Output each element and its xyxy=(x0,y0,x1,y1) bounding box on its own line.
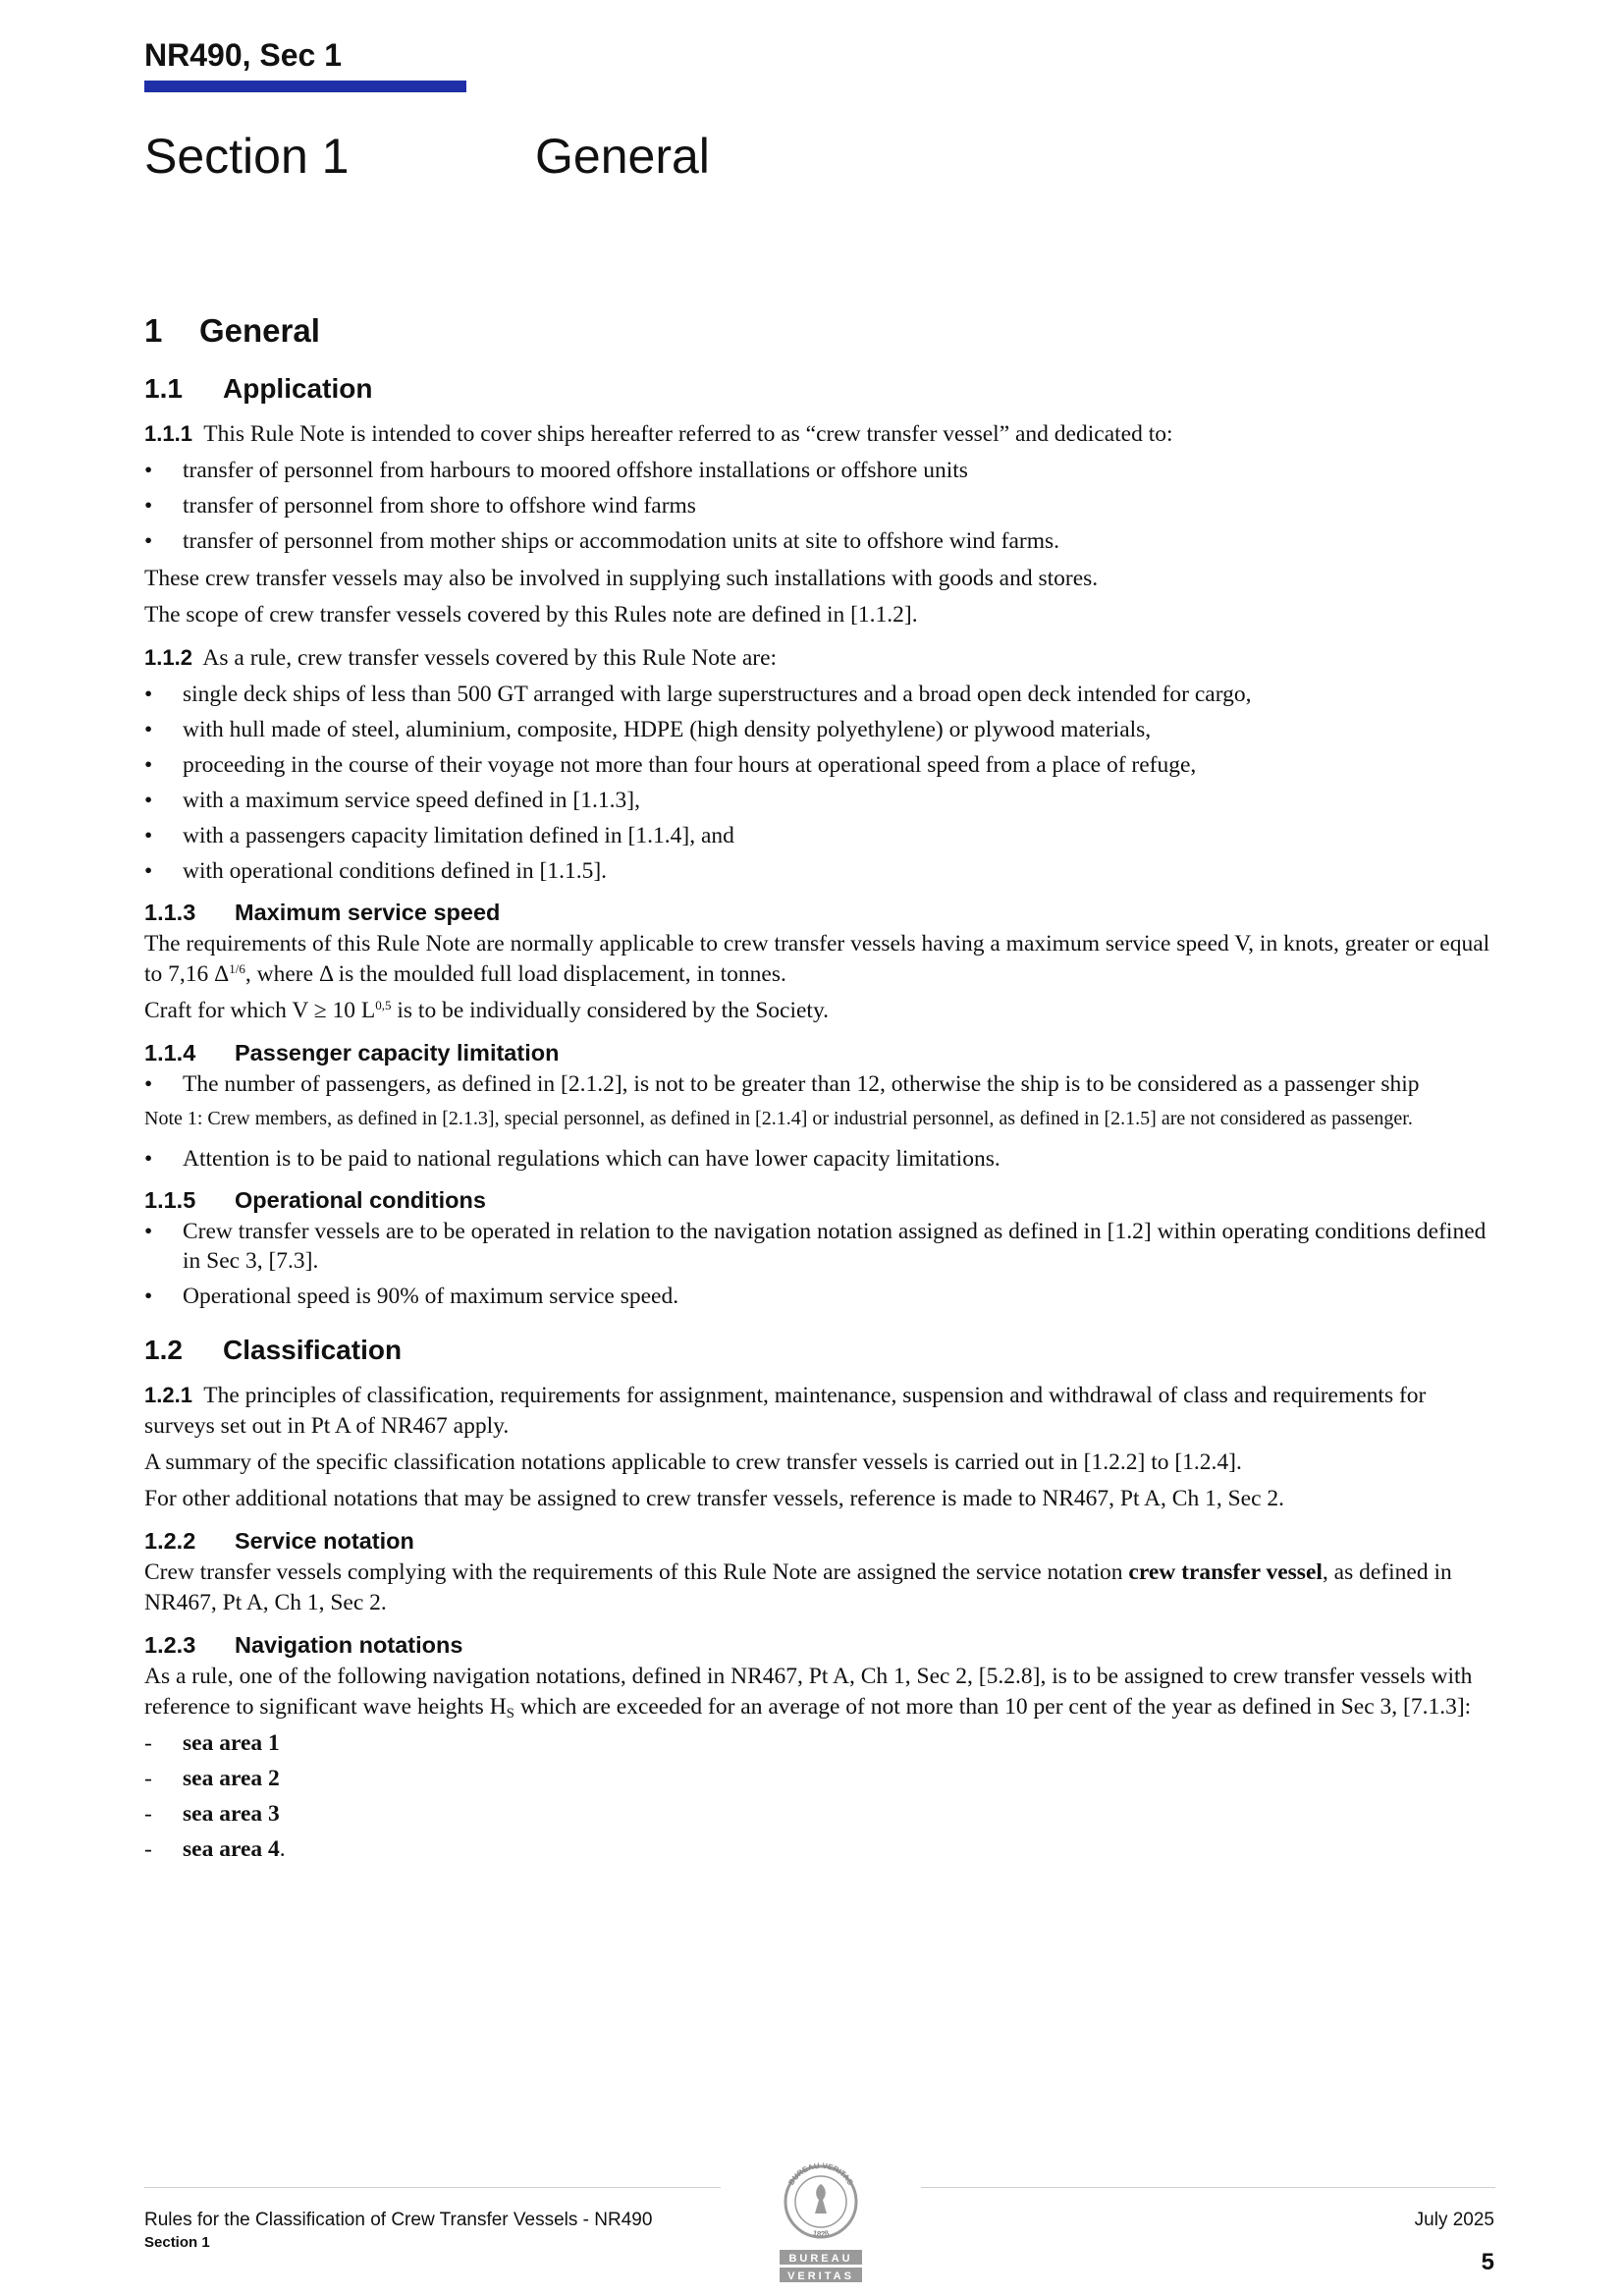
footer-rule-left xyxy=(144,2187,721,2188)
article-number: 1.1.1 xyxy=(144,421,192,446)
paragraph: The requirements of this Rule Note are normally applicable to crew transfer vessels having a maximum service speed V, in knots, greater or equal to 7,16 $\Delta^{1/6}$, where Δ is the moulded full load displacement, in tonnes. xyxy=(144,931,1490,987)
list-item: • proceeding in the course of their voyage not more than four hours at operational speed from a place of refuge, xyxy=(144,752,1197,778)
list-item: - sea area 2 xyxy=(144,1766,280,1791)
heading-1-1-5: 1.1.5 Operational conditions xyxy=(144,1187,486,1213)
heading-number: 1.2 xyxy=(144,1335,183,1365)
service-notation: crew transfer vessel xyxy=(1128,1559,1323,1585)
article-text: The principles of classification, requirements for assignment, maintenance, suspension and withdrawal of class and requirements for surveys set out in Pt A of NR467 apply. xyxy=(144,1383,1427,1439)
list-item: • single deck ships of less than 500 GT arranged with large superstructures and a broad open deck intended for cargo, xyxy=(144,682,1252,707)
bullet-list-1-1-4 xyxy=(144,1069,1494,1099)
footer-date: July 2025 xyxy=(1414,2210,1494,2230)
heading-1-2-2: 1.2.2 Service notation xyxy=(144,1528,414,1554)
paragraph: Crew transfer vessels complying with the requirements of this Rule Note are assigned the service notation crew transfer vessel, as defined in NR467, Pt A, Ch 1, Sec 2. xyxy=(144,1559,1452,1615)
note: Note 1: Crew members, as defined in [2.1.3], special personnel, as defined in [2.1.4] or industrial personnel, as defined in [2.1.5] are not considered as passenger. xyxy=(144,1108,1413,1129)
bullet-list-1-1-2 xyxy=(144,680,1494,886)
list-item: • The number of passengers, as defined in [2.1.2], is not to be greater than 12, otherwise the ship is to be considered as a passenger ship xyxy=(144,1071,1420,1097)
heading-text: General xyxy=(199,312,320,349)
heading-1-1-3: 1.1.3 Maximum service speed xyxy=(144,900,501,925)
heading-1-1-4: 1.1.4 Passenger capacity limitation xyxy=(144,1040,560,1066)
heading-1-1 xyxy=(144,373,1494,405)
list-item: • transfer of personnel from mother ships or accommodation units at site to offshore wind farms. xyxy=(144,528,1060,554)
heading-number: 1.1 xyxy=(144,373,183,404)
paragraph: For other additional notations that may be assigned to crew transfer vessels, reference is made to NR467, Pt A, Ch 1, Sec 2. xyxy=(144,1486,1285,1511)
svg-text:BUREAU: BUREAU xyxy=(788,2253,853,2265)
list-item: • with hull made of steel, aluminium, composite, HDPE (high density polyethylene) or plywood materials, xyxy=(144,717,1152,742)
article-text: This Rule Note is intended to cover ships hereafter referred to as “crew transfer vessel” and dedicated to: xyxy=(203,421,1173,447)
heading-text: Classification xyxy=(223,1335,403,1365)
heading-text: Application xyxy=(223,373,373,404)
running-header: NR490, Sec 1 xyxy=(144,37,343,73)
list-item: • Attention is to be paid to national regulations which can have lower capacity limitations. xyxy=(144,1146,1000,1172)
list-item: • Crew transfer vessels are to be operated in relation to the navigation notation assigned as defined in [1.2] within operating conditions defined in Sec 3, [7.3]. xyxy=(144,1219,1487,1274)
list-item: - sea area 1 xyxy=(144,1730,280,1756)
article-1-2-1 xyxy=(144,1380,1494,1442)
bureau-veritas-logo-icon xyxy=(772,2157,870,2286)
section-name: General xyxy=(535,129,710,184)
bullet-list-1-1-5 xyxy=(144,1217,1494,1311)
svg-text:1828: 1828 xyxy=(811,2228,831,2239)
article-number: 1.1.2 xyxy=(144,645,192,670)
svg-text:VERITAS: VERITAS xyxy=(787,2270,854,2282)
list-item: • Operational speed is 90% of maximum service speed. xyxy=(144,1284,679,1309)
paragraph: Craft for which V ≥ 10 L$^{0,5}$ is to be individually considered by the Society. xyxy=(144,998,830,1023)
list-item: • transfer of personnel from shore to offshore wind farms xyxy=(144,493,696,519)
paragraph: The scope of crew transfer vessels covered by this Rules note are defined in [1.1.2]. xyxy=(144,602,918,628)
list-item: • with operational conditions defined in [1.1.5]. xyxy=(144,858,608,884)
list-item: - sea area 4. xyxy=(144,1836,286,1862)
list-item: • transfer of personnel from harbours to moored offshore installations or offshore units xyxy=(144,458,968,483)
section-number: Section 1 xyxy=(144,129,350,184)
article-number: 1.2.1 xyxy=(144,1383,192,1407)
footer-rule-right xyxy=(921,2187,1495,2188)
section-title xyxy=(144,128,710,185)
heading-1-2 xyxy=(144,1335,1494,1366)
list-item: • with a passengers capacity limitation defined in [1.1.4], and xyxy=(144,823,734,848)
article-1-1-2 xyxy=(144,642,1494,674)
list-item: • with a maximum service speed defined in [1.1.3], xyxy=(144,788,640,813)
heading-number: 1 xyxy=(144,312,163,349)
header-accent-bar xyxy=(144,81,466,92)
bullet-list-1-1-4b xyxy=(144,1144,1494,1174)
paragraph: A summary of the specific classification notations applicable to crew transfer vessels is carried out in [1.2.2] to [1.2.4]. xyxy=(144,1449,1242,1475)
dash-list-navigation-notations xyxy=(144,1728,1494,1864)
main-content xyxy=(144,312,1494,1872)
footer-section: Section 1 xyxy=(144,2234,210,2251)
heading-1-2-3: 1.2.3 Navigation notations xyxy=(144,1632,463,1658)
article-text: As a rule, crew transfer vessels covered by this Rule Note are: xyxy=(202,645,778,671)
svg-text:BUREAU VERITAS: BUREAU VERITAS xyxy=(786,2160,855,2187)
page-number: 5 xyxy=(1481,2249,1494,2275)
article-1-1-1 xyxy=(144,418,1494,450)
paragraph: As a rule, one of the following navigation notations, defined in NR467, Pt A, Ch 1, Sec 2, [5.2.8], is to be assigned to crew transfer vessels with reference to significant wave heights $H_S$ which are exceeded for an average of not more than 10 per cent of the year as defined in Sec 3, [7.1.3]: xyxy=(144,1664,1473,1722)
paragraph: These crew transfer vessels may also be involved in supplying such installations with goods and stores. xyxy=(144,566,1099,591)
bullet-list-1-1-1 xyxy=(144,456,1494,556)
heading-1 xyxy=(144,312,1494,350)
footer-document-title: Rules for the Classification of Crew Transfer Vessels - NR490 xyxy=(144,2210,653,2230)
list-item: - sea area 3 xyxy=(144,1801,280,1827)
